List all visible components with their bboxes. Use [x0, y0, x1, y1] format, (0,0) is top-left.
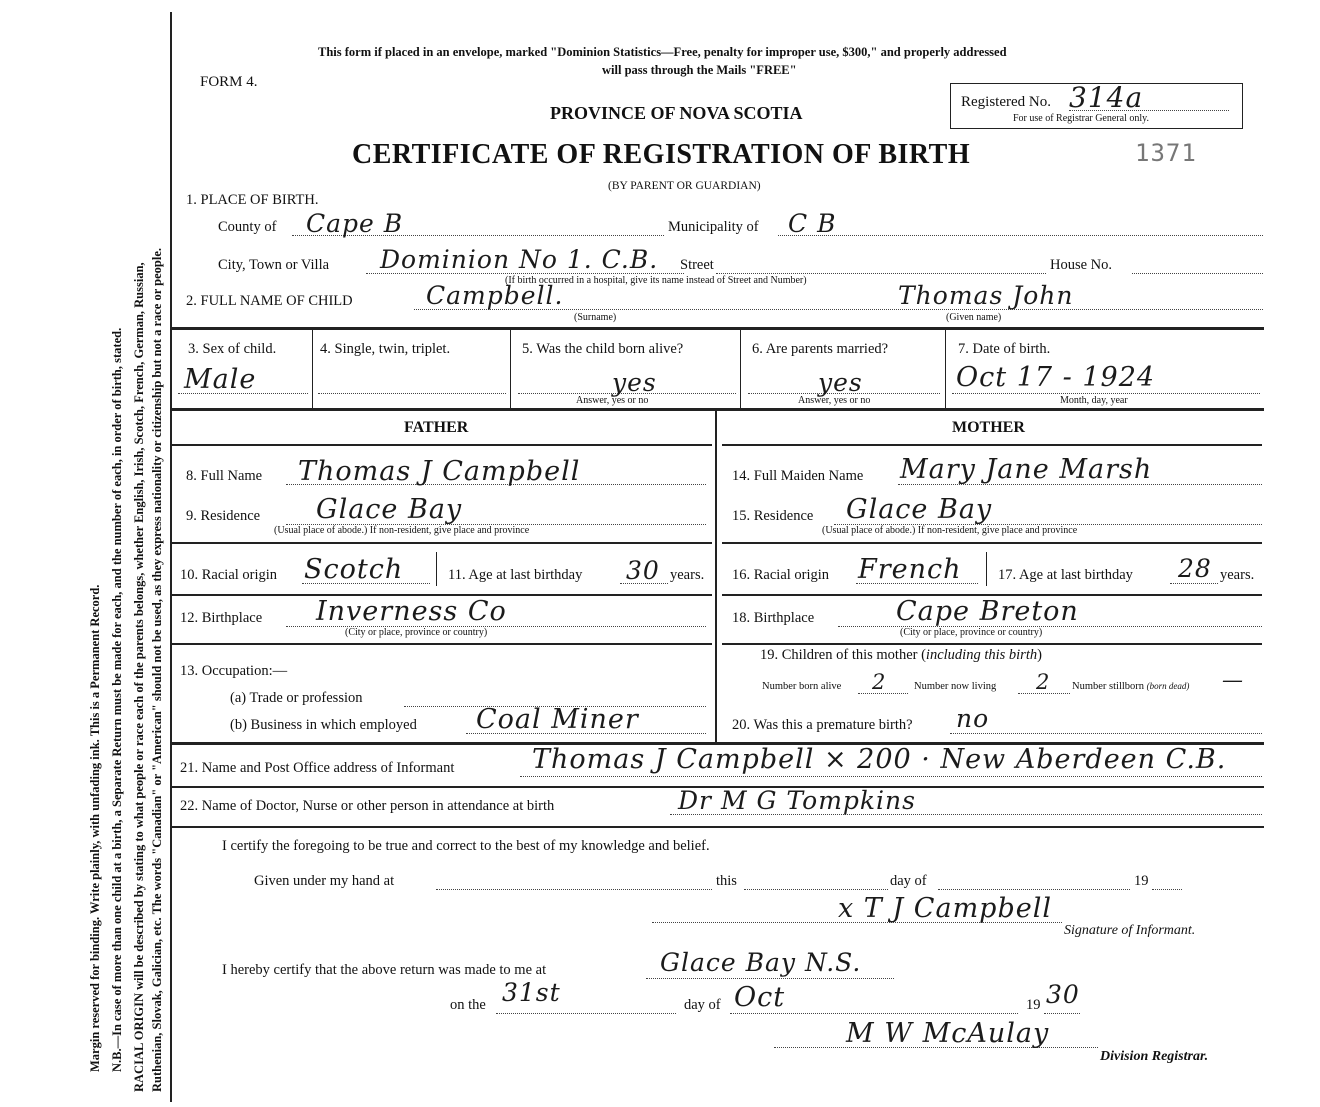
on-the-value: 31st: [502, 978, 561, 1007]
informant-value: Thomas J Campbell × 200 · New Aberdeen C.B.: [532, 744, 1227, 775]
month-value: Oct: [734, 982, 786, 1013]
margin-note-binding: Margin reserved for binding. Write plainly, with unfading ink. This is a Permanent Record.: [88, 584, 102, 1072]
mother-residence-value: Glace Bay: [846, 494, 993, 525]
mother-race-value: French: [858, 554, 962, 585]
father-birthplace-value: Inverness Co: [316, 596, 507, 627]
born-alive-label: Number born alive: [762, 681, 842, 692]
mother-birthplace-caption: (City or place, province or country): [900, 627, 1043, 638]
sex-value: Male: [184, 364, 257, 395]
father-age-unit: years.: [670, 567, 705, 583]
municipality-value: C B: [788, 209, 837, 238]
mother-residence-label: 15. Residence: [732, 508, 814, 524]
return-text: I hereby certify that the above return was made to me at: [222, 962, 547, 978]
day-of-label-2: day of: [684, 997, 721, 1013]
now-living-value: 2: [1036, 670, 1051, 694]
registered-label: Registered No.: [961, 94, 1051, 110]
alive-value: yes: [612, 368, 657, 397]
row-3-7-top-border: [172, 327, 1264, 330]
margin-note-multiple-births: N.B.—In case of more than one child at a birth, a Separate Return must be made for each, and the number of each, in order of birth, stated.: [110, 327, 124, 1072]
mother-age-value: 28: [1178, 554, 1212, 583]
father-age-value: 30: [626, 556, 660, 585]
informant-signature-caption: Signature of Informant.: [1064, 923, 1196, 938]
mother-race-label: 16. Racial origin: [732, 567, 830, 583]
married-value: yes: [818, 368, 863, 397]
day-of-label: day of: [890, 873, 927, 889]
parents-divider: [715, 411, 717, 742]
return-place: Glace Bay N.S.: [660, 948, 862, 977]
now-living-label: Number now living: [914, 681, 997, 692]
father-heading: FATHER: [404, 419, 469, 436]
row-divider-2: [510, 330, 511, 408]
doctor-value: Dr M G Tompkins: [678, 786, 916, 815]
mother-birthplace-label: 18. Birthplace: [732, 610, 815, 626]
informant-signature: x T J Campbell: [838, 893, 1052, 924]
margin-note-racial-origin-1: RACIAL ORIGIN will be described by stating to what people or race each of the parents belongs, whether English, Irish, Scotch, French, German, Russian,: [132, 262, 146, 1092]
father-residence-label: 9. Residence: [186, 508, 261, 524]
place-of-birth-heading: 1. PLACE OF BIRTH.: [186, 192, 319, 208]
mother-name-value: Mary Jane Marsh: [900, 454, 1153, 485]
father-trade-label: (a) Trade or profession: [230, 690, 363, 706]
mother-age-label: 17. Age at last birthday: [998, 567, 1133, 583]
certify-text: I certify the foregoing to be true and correct to the best of my knowledge and belief.: [222, 838, 710, 854]
mother-children-label: 19. Children of this mother (including this birth): [760, 647, 1042, 663]
mother-residence-caption: (Usual place of abode.) If non-resident, give place and province: [822, 525, 1078, 536]
registered-value: 314a: [1069, 81, 1144, 114]
mother-birthplace-value: Cape Breton: [896, 596, 1079, 627]
mother-age-unit: years.: [1220, 567, 1255, 583]
dob-value: Oct 17 - 1924: [956, 362, 1156, 393]
year-prefix-2: 19: [1026, 997, 1041, 1013]
father-age-label: 11. Age at last birthday: [448, 567, 583, 583]
premature-value: no: [956, 704, 990, 733]
alive-label: 5. Was the child born alive?: [522, 341, 684, 357]
stillborn-label: Number stillborn (born dead): [1072, 681, 1190, 692]
given-under-label: Given under my hand at: [254, 873, 395, 889]
child-given-caption: (Given name): [946, 312, 1002, 323]
this-label: this: [716, 873, 737, 889]
year-prefix: 19: [1134, 873, 1149, 889]
stamp-number: 1371: [1135, 139, 1197, 167]
father-residence-value: Glace Bay: [316, 494, 463, 525]
father-business-label: (b) Business in which employed: [230, 717, 417, 733]
house-label: House No.: [1050, 257, 1113, 273]
row-3-7-bottom-border: [172, 408, 1264, 411]
margin-note-racial-origin-2: Ruthenian, Slovak, Galician, etc. The words "Canadian" or "American" should not be used, as they express nationality or citizenship but not a race or people.: [150, 247, 164, 1092]
city-value: Dominion No 1. C.B.: [380, 245, 659, 274]
alive-caption: Answer, yes or no: [576, 395, 649, 406]
doctor-label: 22. Name of Doctor, Nurse or other person in attendance at birth: [180, 798, 555, 814]
envelope-notice-1: This form if placed in an envelope, marked "Dominion Statistics—Free, penalty for improper use, $300," and properly addressed: [318, 45, 1007, 59]
form-number: FORM 4.: [200, 74, 258, 90]
premature-label: 20. Was this a premature birth?: [732, 717, 913, 733]
father-occupation-label: 13. Occupation:—: [180, 663, 288, 679]
dob-caption: Month, day, year: [1060, 395, 1128, 406]
father-name-value: Thomas J Campbell: [298, 456, 581, 487]
mother-name-label: 14. Full Maiden Name: [732, 468, 864, 484]
county-value: Cape B: [306, 209, 404, 238]
child-name-label: 2. FULL NAME OF CHILD: [186, 293, 353, 309]
registrar-use-note: For use of Registrar General only.: [1013, 113, 1149, 124]
binding-margin-line: [170, 12, 172, 1102]
stillborn-value: —: [1222, 668, 1244, 692]
dob-label: 7. Date of birth.: [958, 341, 1051, 357]
street-label: Street: [680, 257, 714, 273]
informant-label: 21. Name and Post Office address of Informant: [180, 760, 455, 776]
born-alive-value: 2: [872, 670, 887, 694]
registrar-caption: Division Registrar.: [1100, 1049, 1209, 1064]
father-business-value: Coal Miner: [476, 704, 639, 735]
child-given-value: Thomas John: [898, 281, 1074, 310]
year-value: 30: [1046, 980, 1080, 1009]
child-surname-caption: (Surname): [574, 312, 617, 323]
father-race-value: Scotch: [304, 554, 404, 585]
father-race-label: 10. Racial origin: [180, 567, 278, 583]
mother-heading: MOTHER: [952, 419, 1025, 436]
row-divider-3: [740, 330, 741, 408]
father-residence-caption: (Usual place of abode.) If non-resident, give place and province: [274, 525, 530, 536]
married-label: 6. Are parents married?: [752, 341, 889, 357]
father-name-label: 8. Full Name: [186, 468, 263, 484]
certificate-subtitle: (BY PARENT OR GUARDIAN): [608, 180, 761, 192]
child-surname-value: Campbell.: [426, 281, 564, 310]
on-the-label: on the: [450, 997, 486, 1013]
city-label: City, Town or Villa: [218, 257, 330, 273]
row-divider-4: [945, 330, 946, 408]
father-birthplace-caption: (City or place, province or country): [345, 627, 488, 638]
county-label: County of: [218, 219, 277, 235]
sex-label: 3. Sex of child.: [188, 341, 277, 357]
registrar-signature: M W McAulay: [846, 1018, 1050, 1049]
registered-box: [950, 83, 1243, 129]
row-divider-1: [312, 330, 313, 408]
envelope-notice-2: will pass through the Mails "FREE": [602, 63, 797, 77]
father-birthplace-label: 12. Birthplace: [180, 610, 263, 626]
married-caption: Answer, yes or no: [798, 395, 871, 406]
province-heading: PROVINCE OF NOVA SCOTIA: [550, 103, 803, 123]
certificate-title: CERTIFICATE OF REGISTRATION OF BIRTH: [352, 139, 971, 170]
municipality-label: Municipality of: [668, 219, 759, 235]
street-note: (If birth occurred in a hospital, give its name instead of Street and Number): [505, 275, 807, 286]
plurality-label: 4. Single, twin, triplet.: [320, 341, 451, 357]
